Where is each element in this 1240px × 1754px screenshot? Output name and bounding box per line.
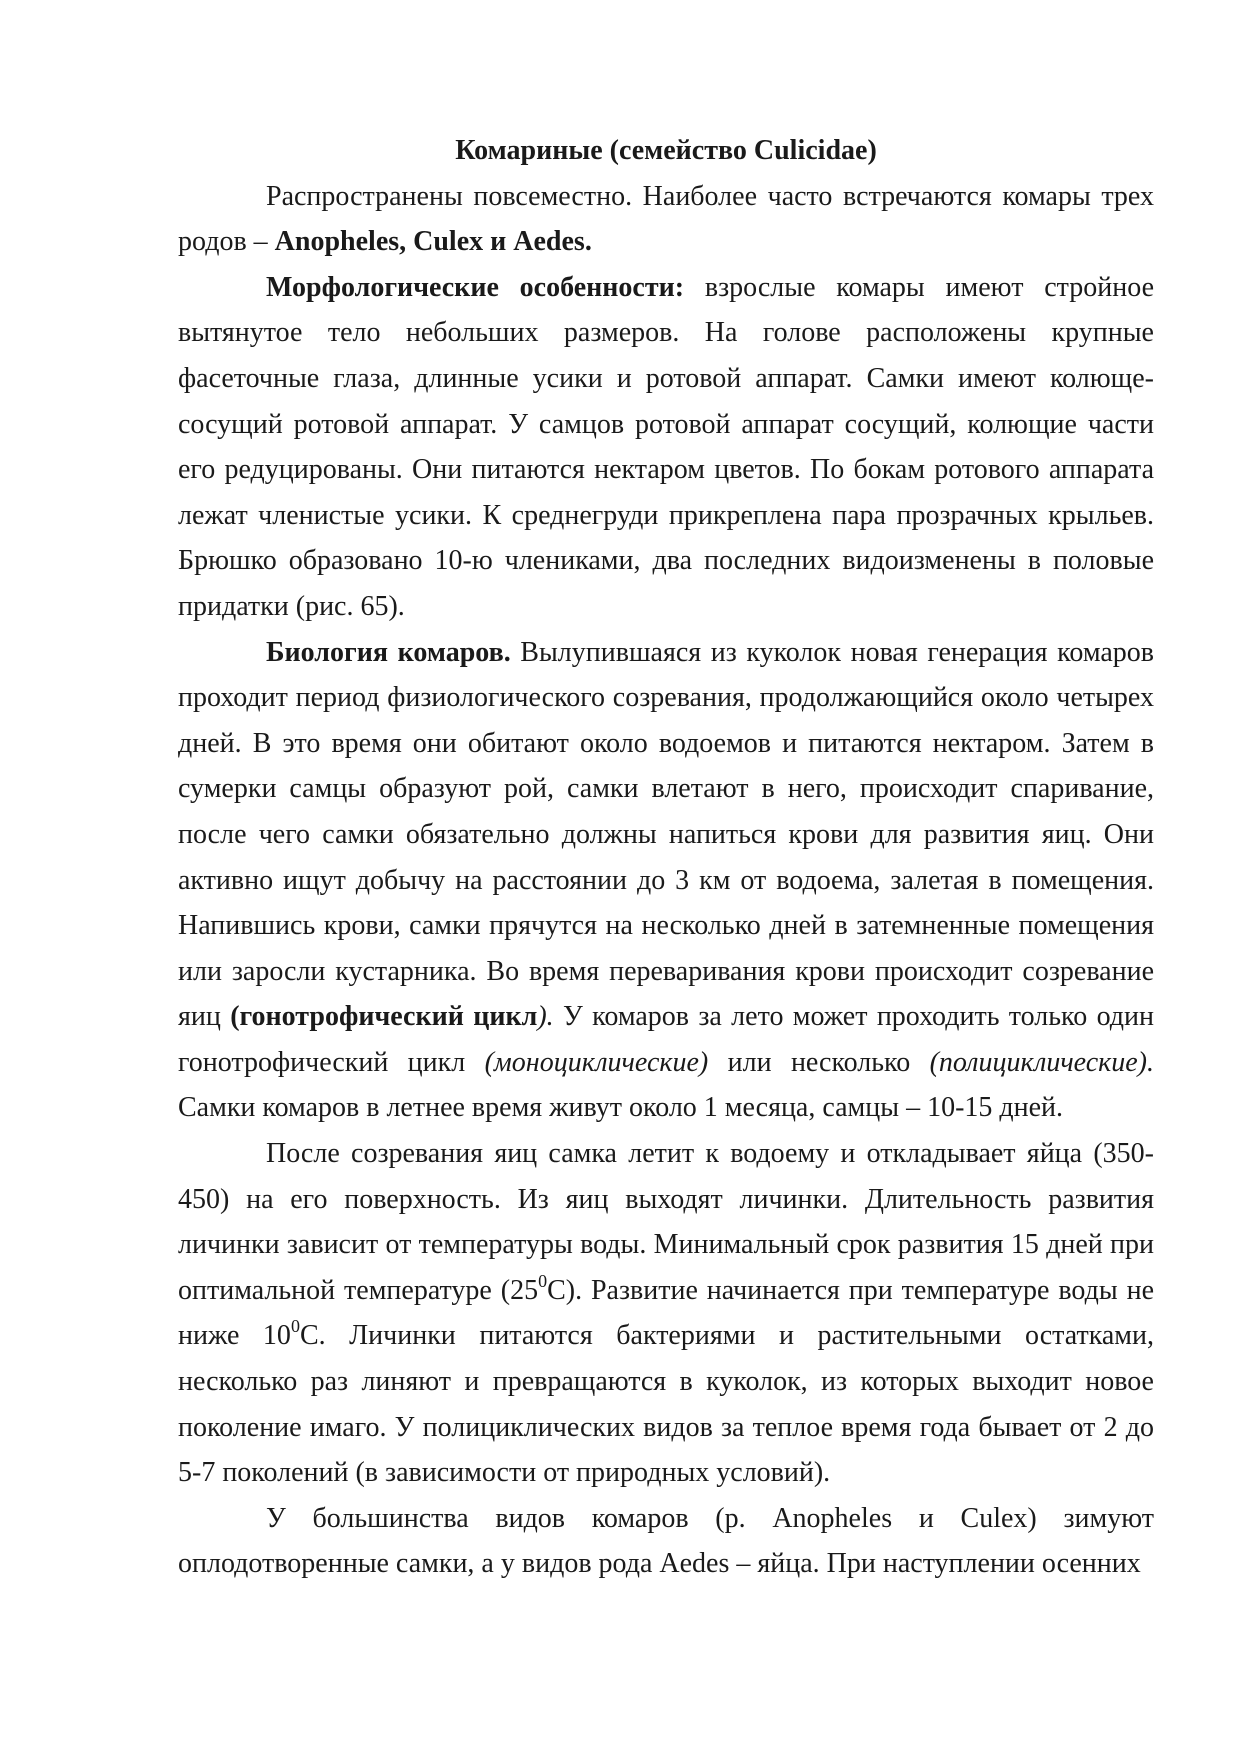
p2-heading: Морфологические особенности: (266, 271, 685, 303)
paragraph-development (178, 1131, 1154, 1496)
p2-text: взрослые комары имеют стройное вытянутое тело небольших размеров. На голове расположены крупные фасеточные глаза, длинные усики и ротовой аппарат. Самки имеют колюще-сосущий ротовой аппарат. У самцов ротовой аппарат сосущий, колющие части его редуцированы. Они питаются нектаром цветов. По бокам ротового аппарата лежат членистые усики. К среднегруди прикреплена пара прозрачных крыльев. Брюшко образовано 10-ю члениками, два последних видоизменены в половые придатки (рис. 65). (178, 271, 1154, 622)
p1-text: Распространены повсеместно. Наиболее часто встречаются комары трех родов – (178, 180, 1154, 258)
section-title: Комариные (семейство Culicidae) (455, 135, 877, 166)
document-page (178, 128, 1154, 1587)
p4-degree-2: 0 (290, 1316, 300, 1337)
paragraph-biology (178, 630, 1154, 1132)
paragraph-wintering (178, 1496, 1154, 1587)
p3-gonotrophic: (гонотрофический цикл (230, 1001, 538, 1033)
p4-degree-1: 0 (538, 1270, 548, 1291)
p3-heading: Биология комаров. (266, 636, 511, 668)
paragraph-morphology (178, 265, 1154, 630)
p3-text3: или несколько (708, 1046, 930, 1078)
p3-monocyclic: (моноциклические) (484, 1046, 709, 1078)
p1-genera: Anopheles, Culex и Aedes. (274, 226, 592, 258)
p3-text1: Вылупившаяся из куколок новая генерация комаров проходит период физиологического созревания, продолжающийся около четырех дней. В это время они обитают около водоемов и питаются нектаром. Затем в сумерки самцы образуют рой, самки влетают в него, происходит спаривание, после чего самки обязательно должны напиться крови для развития яиц. Они активно ищут добычу на расстоянии до 3 км от водоема, залетая в помещения. Напившись крови, самки прячутся на несколько дней в затемненные помещения или заросли кустарника. Во время переваривания крови происходит созревание яиц (178, 636, 1154, 1033)
p3-text4: Самки комаров в летнее время живут около 1 месяца, самцы – 10-15 дней. (178, 1092, 1064, 1124)
p4-text1: После созревания яиц самка летит к водоему и откладывает яйца (350-450) на его поверхность. Из яиц выходят личинки. Длительность развития личинки зависит от температуры воды. Минимальный срок развития 15 дней при оптимальной температуре (25 (178, 1138, 1154, 1306)
paragraph-distribution (178, 174, 1154, 265)
p4-text3: С. Личинки питаются бактериями и растительными остатками, несколько раз линяют и превращаются в куколок, из которых выходит новое поколение имаго. У полициклических видов за теплое время года бывает от 2 до 5-7 поколений (в зависимости от природных условий). (178, 1320, 1155, 1489)
p5-text: У большинства видов комаров (р. Anopheles и Culex) зимуют оплодотворенные самки, а у видов рода Aedes – яйца. При наступлении осенних (178, 1502, 1154, 1580)
p3-polycyclic: (полициклические). (929, 1046, 1155, 1078)
p3-text2: У комаров за лето может проходить только один гонотрофический цикл (178, 1001, 1154, 1078)
p3-close: ). (537, 1001, 554, 1033)
p4-text2: С). Развитие начинается при температуре воды не ниже 10 (178, 1274, 1154, 1352)
